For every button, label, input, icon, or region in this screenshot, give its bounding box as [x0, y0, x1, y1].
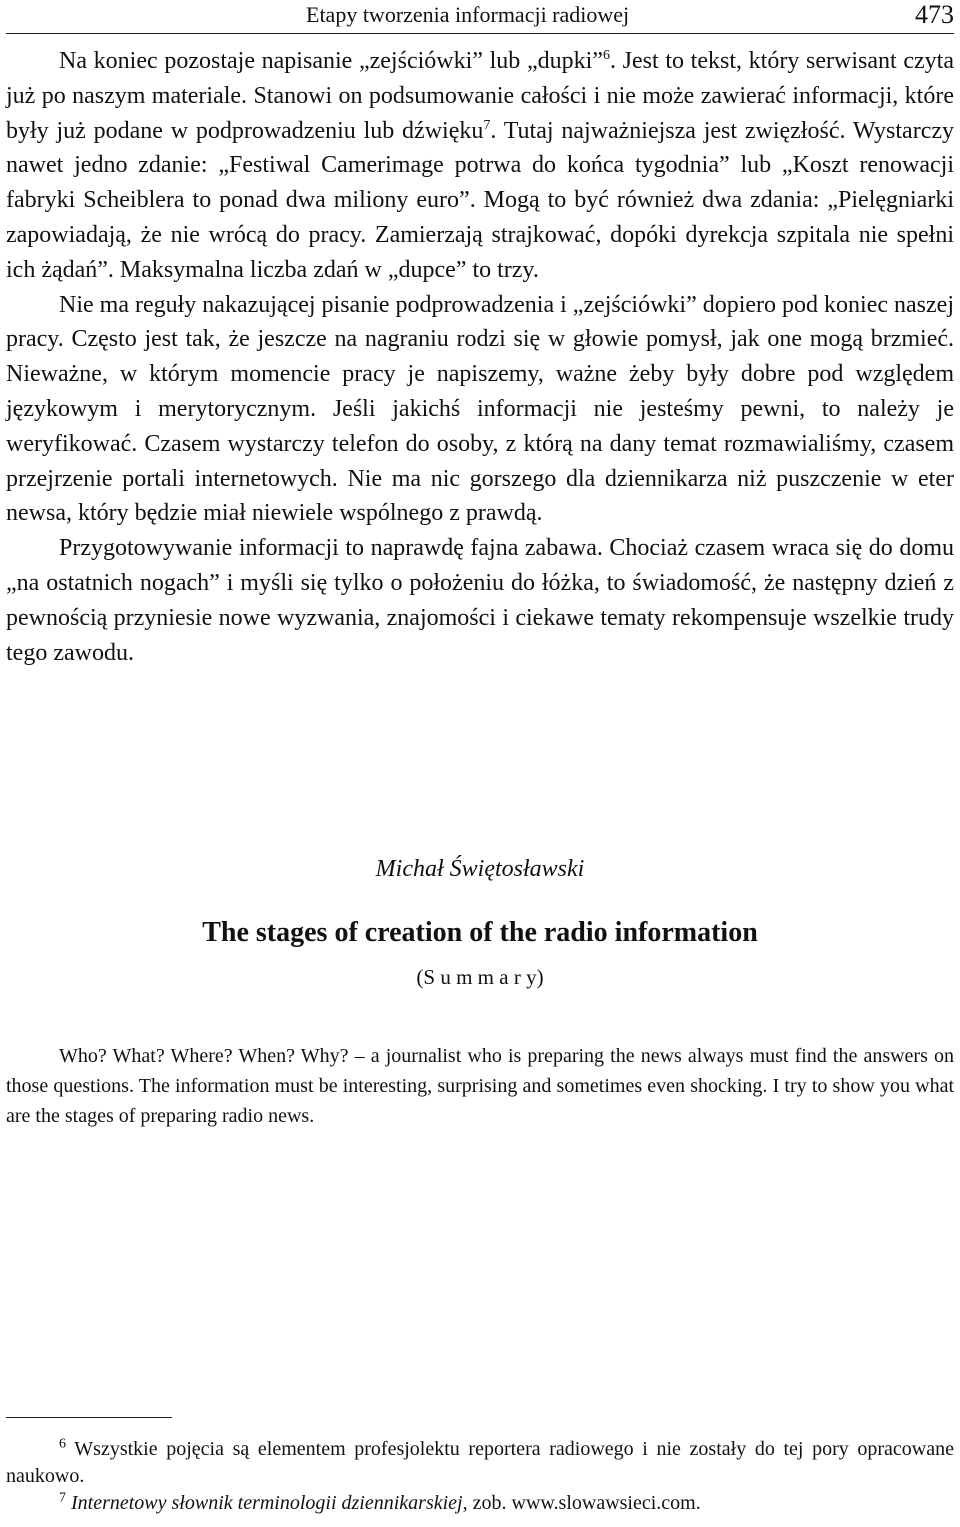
footnote-source-rest[interactable]: , zob. www.slowawsieci.com. — [462, 1492, 701, 1514]
footnote-number: 6 — [59, 1436, 66, 1452]
footnote-number: 7 — [59, 1490, 66, 1506]
footnote-text: Wszystkie pojęcia są elementem profesjolektu reportera radiowego i nie zostały do tej pory opracowane naukowo. — [6, 1438, 954, 1487]
body-text — [6, 44, 954, 670]
footnotes — [6, 1436, 954, 1517]
footnote-source-title: Internetowy słownik terminologii dziennikarskiej — [71, 1492, 463, 1514]
summary-author: Michał Świętosławski — [375, 856, 585, 882]
footnote-ref-6[interactable]: 6 — [602, 48, 610, 63]
footnote-6 — [6, 1436, 954, 1490]
footnote-ref-7[interactable]: 7 — [483, 117, 491, 133]
summary-title: The stages of creation of the radio information — [202, 917, 758, 948]
page-number: 473 — [915, 0, 954, 29]
paragraph-1 — [6, 44, 954, 288]
summary-label: (S u m m a r y) — [416, 965, 544, 989]
summary-text — [6, 1041, 954, 1131]
footnote-7 — [6, 1490, 954, 1517]
running-title: Etapy tworzenia informacji radiowej — [306, 2, 630, 27]
paragraph-1-part-3: . Tutaj najważniejsza jest zwięzłość. Wystarczy nawet jedno zdanie: „Festiwal Camerimage potrwa do końca tygodnia” lub „Koszt renowacji fabryki Scheiblera to ponad dwa miliony euro”. Mogą to być również dwa zdania: „Pielęgniarki zapowiadają, że nie wrócą do pracy. Zamierzają strajkować, dopóki dyrekcja szpitala nie spełni ich żądań”. Maksymalna liczba zdań w „dupce” to trzy. — [6, 117, 955, 283]
document-page — [6, 0, 954, 1527]
footnote-separator — [6, 1417, 172, 1418]
running-header — [6, 0, 954, 34]
summary-paragraph: Who? What? Where? When? Why? – a journalist who is preparing the news always must find the answers on those questions. The information must be interesting, surprising and sometimes even shocking. I try to show you what are the stages of preparing radio news. — [6, 1045, 954, 1127]
paragraph-1-part-2: . Jest to tekst, który serwisant czyta już po naszym materiale. Stanowi on podsumowanie całości i nie może zawierać informacji, które były już podane w podprowadzeniu lub dźwięku — [6, 48, 954, 144]
paragraph-2: Nie ma reguły nakazującej pisanie podprowadzenia i „zejściówki” dopiero pod koniec naszej pracy. Często jest tak, że jeszcze na nagraniu rodzi się w głowie pomysł, jak one mogą brzmieć. Nieważne, w którym momencie pracy je napiszemy, ważne żeby były dobre pod względem językowym i merytorycznym. Jeśli jakichś informacji nie jesteśmy pewni, to należy je weryfikować. Czasem wystarczy telefon do osoby, z którą na dany temat rozmawialiśmy, czasem przejrzenie portali internetowych. Nie ma nic gorszego dla dziennikarza niż puszczenie w eter newsa, który będzie miał niewiele wspólnego z prawdą. — [6, 291, 954, 527]
paragraph-3: Przygotowywanie informacji to naprawdę fajna zabawa. Chociaż czasem wraca się do domu „na ostatnich nogach” i myśli się tylko o położeniu do łóżka, to świadomość, że następny dzień z pewnością przyniesie nowe wyzwania, znajomości i ciekawe tematy rekompensuje wszelkie trudy tego zawodu. — [6, 535, 954, 666]
paragraph-1-part-1: Na koniec pozostaje napisanie „zejściówki” lub „dupki” — [59, 48, 603, 74]
